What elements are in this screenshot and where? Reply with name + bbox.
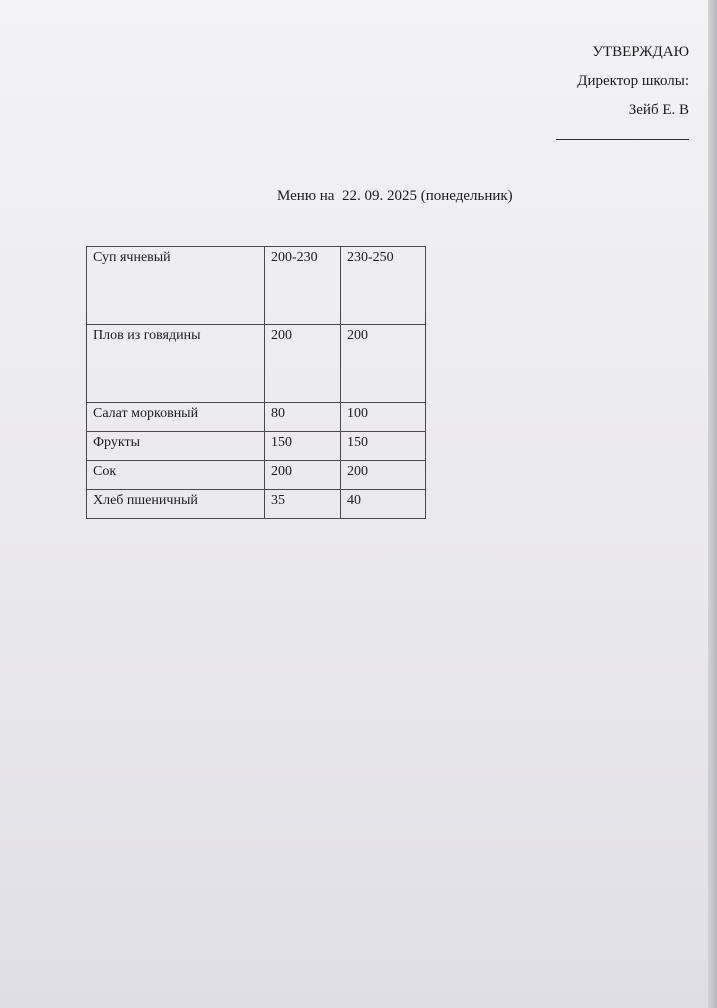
table-row bbox=[87, 461, 426, 490]
portion-a: 200-230 bbox=[265, 247, 341, 325]
portion-a: 200 bbox=[265, 461, 341, 490]
dish-name: Суп ячневый bbox=[87, 247, 265, 325]
portion-a: 80 bbox=[265, 403, 341, 432]
portion-b: 230-250 bbox=[341, 247, 426, 325]
table-row bbox=[87, 325, 426, 403]
dish-name: Фрукты bbox=[87, 432, 265, 461]
approver-name: Зейб Е. В bbox=[628, 102, 689, 118]
portion-b: 100 bbox=[341, 403, 426, 432]
approver-position: Директор школы: bbox=[577, 73, 689, 89]
table-row bbox=[87, 403, 426, 432]
portion-b: 150 bbox=[341, 432, 426, 461]
dish-name: Плов из говядины bbox=[87, 325, 265, 403]
portion-b: 200 bbox=[341, 325, 426, 403]
dish-name: Сок bbox=[87, 461, 265, 490]
table-row bbox=[87, 432, 426, 461]
menu-table bbox=[86, 246, 426, 519]
approval-heading: УТВЕРЖДАЮ bbox=[592, 44, 689, 60]
portion-b: 200 bbox=[341, 461, 426, 490]
portion-a: 35 bbox=[265, 490, 341, 519]
paper-edge bbox=[708, 0, 717, 1008]
portion-a: 150 bbox=[265, 432, 341, 461]
portion-a: 200 bbox=[265, 325, 341, 403]
table-row bbox=[87, 490, 426, 519]
table-row bbox=[87, 247, 426, 325]
menu-title: Меню на 22. 09. 2025 (понедельник) bbox=[277, 188, 513, 204]
approval-block bbox=[556, 38, 689, 140]
portion-b: 40 bbox=[341, 490, 426, 519]
dish-name: Салат морковный bbox=[87, 403, 265, 432]
signature-line bbox=[556, 138, 689, 140]
dish-name: Хлеб пшеничный bbox=[87, 490, 265, 519]
